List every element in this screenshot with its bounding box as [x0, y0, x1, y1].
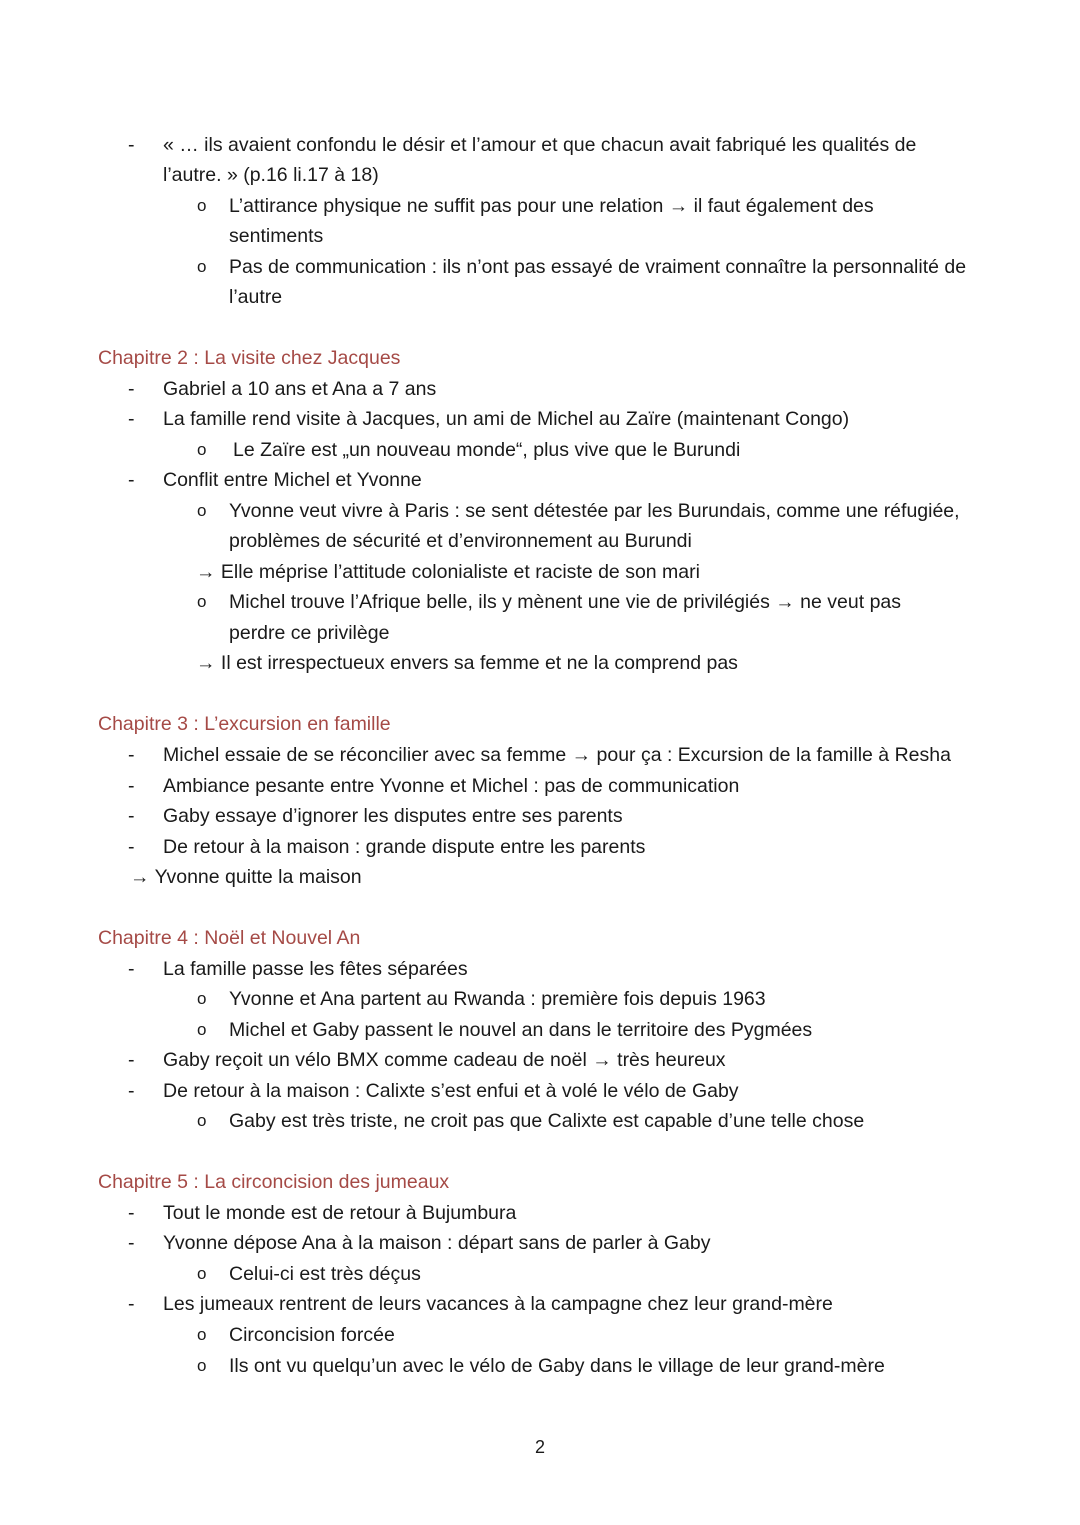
dash-bullet: -	[128, 1293, 135, 1315]
ch4-bullet-3: De retour à la maison : Calixte s’est enfui et à volé le vélo de Gaby	[163, 1080, 739, 1102]
circle-bullet: o	[197, 989, 207, 1008]
ch2-arrow-2: → Il est irrespectueux envers sa femme et ne la comprend pas	[196, 652, 738, 674]
ch5-bullet-3-sub2: Ils ont vu quelqu’un avec le vélo de Gaby dans le village de leur grand-mère	[229, 1355, 885, 1377]
circle-bullet: o	[197, 257, 207, 276]
ch2-arrow-1: → Elle méprise l’attitude colonialiste et raciste de son mari	[196, 561, 700, 583]
dash-bullet: -	[128, 408, 135, 430]
intro-sub1-line2: sentiments	[229, 225, 324, 247]
circle-bullet: o	[197, 440, 207, 459]
circle-bullet: o	[197, 1020, 207, 1039]
page-number: 2	[535, 1437, 546, 1457]
circle-bullet: o	[197, 501, 207, 520]
intro-sub2-line2: l’autre	[229, 286, 283, 308]
circle-bullet: o	[197, 1325, 207, 1344]
ch2-bullet-3: Conflit entre Michel et Yvonne	[163, 469, 422, 491]
ch5-bullet-3-sub1: Circoncision forcée	[229, 1324, 395, 1346]
ch2-bullet-2-sub: Le Zaïre est „un nouveau monde“, plus vive que le Burundi	[233, 439, 741, 461]
dash-bullet: -	[128, 1049, 135, 1071]
dash-bullet: -	[128, 1080, 135, 1102]
chapter-2-heading: Chapitre 2 : La visite chez Jacques	[98, 347, 401, 369]
circle-bullet: o	[197, 1111, 207, 1130]
ch5-bullet-2-sub: Celui-ci est très déçus	[229, 1263, 421, 1285]
dash-bullet: -	[128, 1202, 135, 1224]
ch4-bullet-1-sub2: Michel et Gaby passent le nouvel an dans le territoire des Pygmées	[229, 1019, 813, 1041]
ch4-bullet-1-sub1: Yvonne et Ana partent au Rwanda : première fois depuis 1963	[229, 988, 766, 1010]
ch3-arrow: → Yvonne quitte la maison	[130, 866, 362, 888]
dash-bullet: -	[128, 805, 135, 827]
circle-bullet: o	[197, 1264, 207, 1283]
ch4-bullet-1: La famille passe les fêtes séparées	[163, 958, 468, 980]
chapter-4-heading: Chapitre 4 : Noël et Nouvel An	[98, 927, 361, 949]
dash-bullet: -	[128, 378, 135, 400]
ch5-bullet-3: Les jumeaux rentrent de leurs vacances à la campagne chez leur grand-mère	[163, 1293, 833, 1315]
circle-bullet: o	[197, 1356, 207, 1375]
ch2-bullet-3-sub1-line2: problèmes de sécurité et d’environnement au Burundi	[229, 530, 692, 552]
dash-bullet: -	[128, 744, 135, 766]
ch3-bullet-2: Ambiance pesante entre Yvonne et Michel : pas de communication	[163, 775, 740, 797]
ch5-bullet-1: Tout le monde est de retour à Bujumbura	[163, 1202, 517, 1224]
dash-bullet: -	[128, 134, 135, 156]
circle-bullet: o	[197, 196, 207, 215]
ch2-bullet-3-sub2-line1: Michel trouve l’Afrique belle, ils y mènent une vie de privilégiés → ne veut pas	[229, 591, 902, 613]
ch5-bullet-2: Yvonne dépose Ana à la maison : départ sans de parler à Gaby	[163, 1232, 711, 1254]
ch4-bullet-2: Gaby reçoit un vélo BMX comme cadeau de noël → très heureux	[163, 1049, 726, 1071]
ch2-bullet-3-sub1-line1: Yvonne veut vivre à Paris : se sent détestée par les Burundais, comme une réfugiée,	[229, 500, 960, 522]
dash-bullet: -	[128, 469, 135, 491]
dash-bullet: -	[128, 775, 135, 797]
intro-sub1-line1: L’attirance physique ne suffit pas pour une relation → il faut également des	[229, 195, 874, 217]
dash-bullet: -	[128, 958, 135, 980]
ch3-bullet-4: De retour à la maison : grande dispute entre les parents	[163, 836, 646, 858]
chapter-3-heading: Chapitre 3 : L’excursion en famille	[98, 713, 391, 735]
ch4-bullet-3-sub: Gaby est très triste, ne croit pas que Calixte est capable d’une telle chose	[229, 1110, 865, 1132]
chapter-5-heading: Chapitre 5 : La circoncision des jumeaux	[98, 1171, 450, 1193]
quote-line-2: l’autre. » (p.16 li.17 à 18)	[163, 164, 379, 186]
circle-bullet: o	[197, 592, 207, 611]
ch3-bullet-1: Michel essaie de se réconcilier avec sa femme → pour ça : Excursion de la famille à Resha	[163, 744, 951, 766]
ch2-bullet-3-sub2-line2: perdre ce privilège	[229, 622, 390, 644]
ch3-bullet-3: Gaby essaye d’ignorer les disputes entre ses parents	[163, 805, 623, 827]
intro-sub2-line1: Pas de communication : ils n’ont pas essayé de vraiment connaître la personnalité de	[229, 256, 967, 278]
ch2-bullet-1: Gabriel a 10 ans et Ana a 7 ans	[163, 378, 437, 400]
ch2-bullet-2: La famille rend visite à Jacques, un ami de Michel au Zaïre (maintenant Congo)	[163, 408, 850, 430]
dash-bullet: -	[128, 1232, 135, 1254]
dash-bullet: -	[128, 836, 135, 858]
quote-line-1: « … ils avaient confondu le désir et l’amour et que chacun avait fabriqué les qualités de	[163, 134, 917, 156]
